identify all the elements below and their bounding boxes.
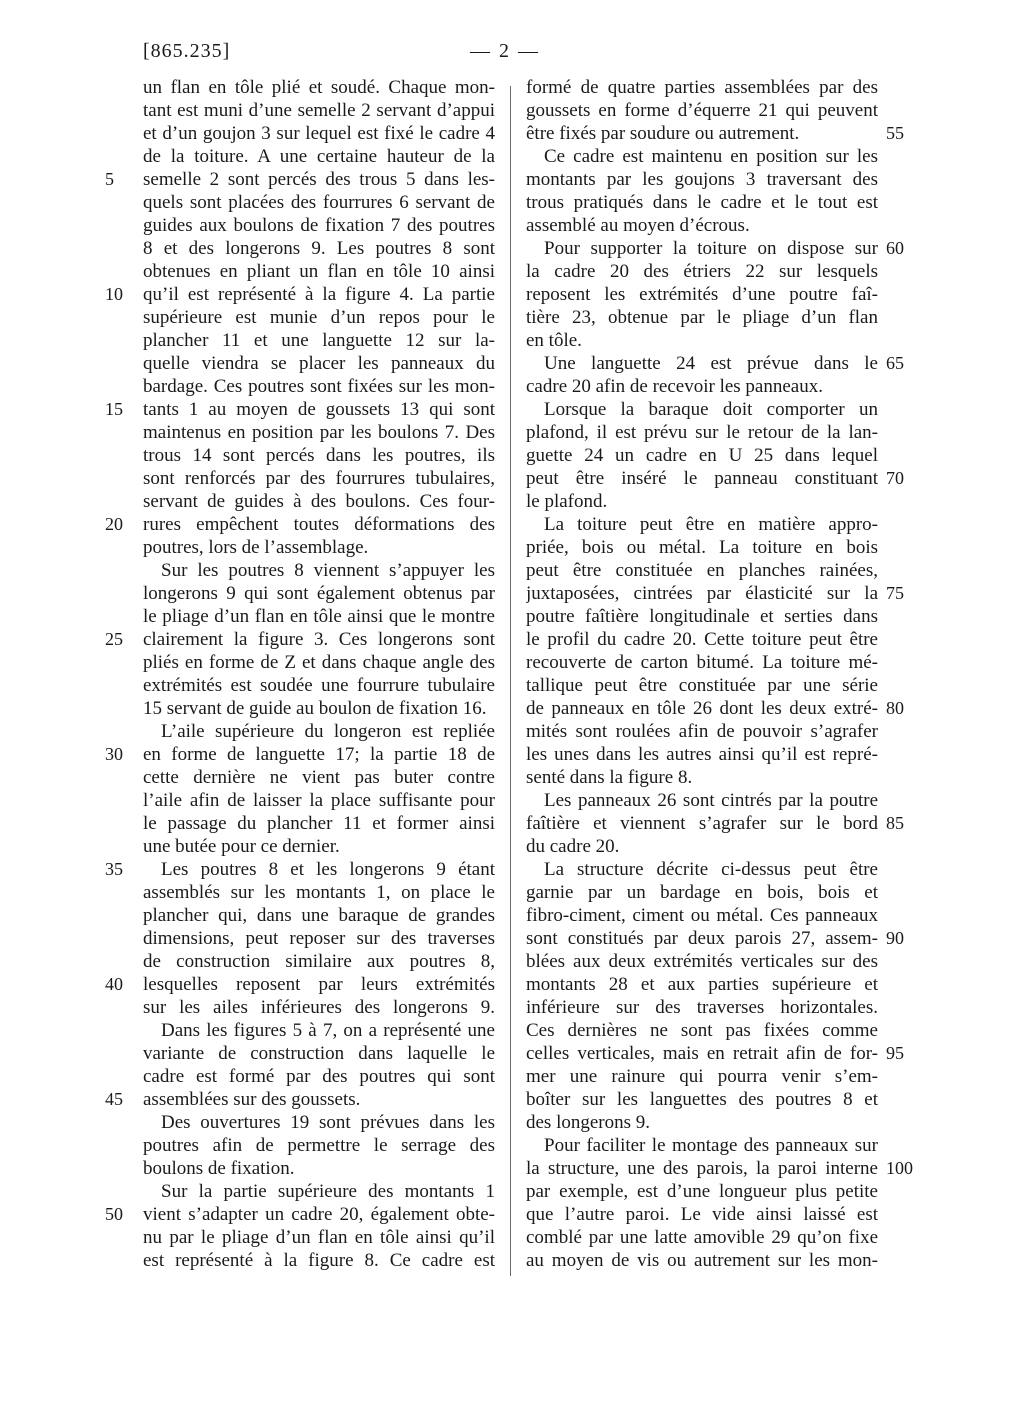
text-line-content: poutres, lors de l’assemblage. (143, 537, 369, 558)
text-line-content: assemblés sur les montants 1, on place le (143, 882, 495, 903)
text-line-content: comblé par une latte amovible 29 qu’on fixe (526, 1227, 878, 1248)
text-line-content: des longerons 9. (526, 1112, 651, 1133)
text-line-content: blées aux deux extrémités verticales sur des (526, 951, 878, 972)
text-line-content: trous pratiqués dans le cadre et le tout est (526, 192, 878, 213)
text-line-content: 8 et des longerons 9. Les poutres 8 sont (143, 238, 495, 259)
text-line-content: de la toiture. A une certaine hauteur de la (143, 146, 495, 167)
text-line-content: Sur les poutres 8 viennent s’appuyer les (161, 560, 495, 581)
text-line-content: boulons de fixation. (143, 1158, 295, 1179)
text-line (143, 812, 495, 835)
text-line-content: peut être constituée en planches rainées, (526, 560, 878, 581)
line-number: 90 (886, 928, 904, 948)
text-line-content: variante de construction dans laquelle le (143, 1043, 495, 1064)
text-line (143, 1249, 495, 1272)
line-number: 15 (105, 399, 123, 419)
text-line-content: la cadre 20 des étriers 22 sur lesquels (526, 261, 878, 282)
text-line (526, 674, 878, 697)
text-line (526, 122, 878, 145)
text-line-content: lesquelles reposent par leurs extrémités (143, 974, 495, 995)
text-line (526, 1226, 878, 1249)
text-line (526, 858, 878, 881)
text-line-content: formé de quatre parties assemblées par des (526, 77, 878, 98)
text-line (526, 467, 878, 490)
text-line-content: Dans les figures 5 à 7, on a représenté une (161, 1020, 495, 1041)
text-line (143, 1134, 495, 1157)
text-line (143, 467, 495, 490)
text-line (526, 628, 878, 651)
line-number: 100 (886, 1158, 913, 1178)
page-number: — 2 — (470, 40, 540, 62)
line-number: 75 (886, 583, 904, 603)
text-line-content: inférieure sur des traverses horizontales. (526, 997, 878, 1018)
text-line-content: fibro-ciment, ciment ou métal. Ces panneaux (526, 905, 878, 926)
text-line-content: longerons 9 qui sont également obtenus par (143, 583, 495, 604)
text-line (526, 1203, 878, 1226)
text-line (143, 628, 495, 651)
line-number: 80 (886, 698, 904, 718)
text-line (143, 559, 495, 582)
text-line (143, 1065, 495, 1088)
text-line-content: juxtaposées, cintrées par élasticité sur la (526, 583, 878, 604)
text-line (143, 743, 495, 766)
text-line-content: en forme de languette 17; la partie 18 de (143, 744, 495, 765)
text-line (143, 398, 495, 421)
text-line (526, 214, 878, 237)
text-line-content: pliés en forme de Z et dans chaque angle des (143, 652, 495, 673)
text-line-content: une butée pour ce dernier. (143, 836, 340, 857)
text-line (526, 559, 878, 582)
text-line (526, 513, 878, 536)
text-line (526, 582, 878, 605)
line-number: 20 (105, 514, 123, 534)
text-line (526, 306, 878, 329)
line-number: 60 (886, 238, 904, 258)
text-line-content: La structure décrite ci-dessus peut être (544, 859, 878, 880)
text-line-content: Des ouvertures 19 sont prévues dans les (161, 1112, 495, 1133)
text-line (143, 927, 495, 950)
text-line-content: priée, bois ou métal. La toiture en bois (526, 537, 878, 558)
text-line-content: guides aux boulons de fixation 7 des poutres (143, 215, 495, 236)
text-line-content: semelle 2 sont percés des trous 5 dans les- (143, 169, 495, 190)
text-line (526, 260, 878, 283)
line-number: 35 (105, 859, 123, 879)
text-line-content: et d’un goujon 3 sur lequel est fixé le cadre 4 (143, 123, 495, 144)
text-line (143, 582, 495, 605)
text-line (526, 605, 878, 628)
text-line-content: les unes dans les autres ainsi qu’il est repré- (526, 744, 878, 765)
text-line-content: Pour faciliter le montage des panneaux sur (544, 1135, 878, 1156)
text-line (526, 996, 878, 1019)
line-number: 45 (105, 1089, 123, 1109)
text-line-content: montants par les goujons 3 traversant des (526, 169, 878, 190)
text-line (526, 881, 878, 904)
line-number: 50 (105, 1204, 123, 1224)
text-line-content: plancher qui, dans une baraque de grandes (143, 905, 495, 926)
text-line (526, 237, 878, 260)
text-line (143, 490, 495, 513)
text-line-content: mités sont roulées afin de pouvoir s’agrafer (526, 721, 878, 742)
text-line (526, 490, 878, 513)
line-number: 25 (105, 629, 123, 649)
text-line (143, 122, 495, 145)
text-line (143, 697, 495, 720)
text-line (143, 1042, 495, 1065)
text-line (526, 812, 878, 835)
text-line-content: servant de guides à des boulons. Ces four- (143, 491, 495, 512)
text-line (526, 651, 878, 674)
text-line (526, 536, 878, 559)
text-line (526, 720, 878, 743)
text-line-content: cadre 20 afin de recevoir les panneaux. (526, 376, 823, 397)
text-line (526, 421, 878, 444)
text-line (526, 1157, 878, 1180)
text-line-content: poutres afin de permettre le serrage des (143, 1135, 495, 1156)
text-line-content: le pliage d’un flan en tôle ainsi que le montre (143, 606, 495, 627)
text-line (143, 99, 495, 122)
text-line (143, 1180, 495, 1203)
text-line (526, 1180, 878, 1203)
text-line (143, 1088, 495, 1111)
right-text-column (526, 76, 878, 1272)
text-line (143, 835, 495, 858)
text-line-content: poutre faîtière longitudinale et serties dans (526, 606, 878, 627)
text-line (526, 697, 878, 720)
text-line (526, 766, 878, 789)
text-line (143, 651, 495, 674)
text-line (526, 352, 878, 375)
text-line (143, 421, 495, 444)
text-line (143, 76, 495, 99)
text-line-content: en tôle. (526, 330, 582, 351)
text-line (143, 191, 495, 214)
text-line (143, 306, 495, 329)
text-line-content: obtenues en pliant un flan en tôle 10 ainsi (143, 261, 495, 282)
text-line-content: le profil du cadre 20. Cette toiture peut être (526, 629, 878, 650)
text-line-content: le plafond. (526, 491, 608, 512)
text-line-content: la structure, une des parois, la paroi interne (526, 1158, 878, 1179)
text-line-content: tants 1 au moyen de goussets 13 qui sont (143, 399, 495, 420)
left-text-column (143, 76, 495, 1272)
text-line (526, 1088, 878, 1111)
text-line-content: boîter sur les languettes des poutres 8 et (526, 1089, 878, 1110)
text-line (143, 605, 495, 628)
text-line (526, 444, 878, 467)
text-line (143, 444, 495, 467)
line-number: 95 (886, 1043, 904, 1063)
text-line-content: plafond, il est prévu sur le retour de la lan- (526, 422, 878, 443)
text-line-content: par exemple, est d’une longueur plus petite (526, 1181, 878, 1202)
text-line-content: que l’autre paroi. Le vide ainsi laissé est (526, 1204, 878, 1225)
text-line (143, 329, 495, 352)
text-line (526, 1111, 878, 1134)
text-line-content: de panneaux en tôle 26 dont les deux extré- (526, 698, 878, 719)
text-line-content: faîtière et viennent s’agrafer sur le bord (526, 813, 878, 834)
text-line-content: La toiture peut être en matière appro- (544, 514, 878, 535)
text-line (143, 674, 495, 697)
text-line-content: Les panneaux 26 sont cintrés par la poutre (544, 790, 878, 811)
text-line-content: tière 23, obtenue par le pliage d’un flan (526, 307, 878, 328)
text-line-content: Pour supporter la toiture on dispose sur (544, 238, 878, 259)
text-line-content: vient s’adapter un cadre 20, également obte- (143, 1204, 495, 1225)
text-line-content: cette dernière ne vient pas buter contre (143, 767, 495, 788)
text-line-content: quels sont placées des fourrures 6 servant de (143, 192, 495, 213)
line-number: 30 (105, 744, 123, 764)
text-line-content: recouverte de carton bitumé. La toiture mé- (526, 652, 878, 673)
text-line-content: senté dans la figure 8. (526, 767, 693, 788)
text-line-content: Lorsque la baraque doit comporter un (544, 399, 878, 420)
text-line-content: qu’il est représenté à la figure 4. La partie (143, 284, 495, 305)
text-line (143, 720, 495, 743)
text-line (526, 191, 878, 214)
text-line-content: l’aile afin de laisser la place suffisante pour (143, 790, 495, 811)
line-number: 55 (886, 123, 904, 143)
text-line-content: un flan en tôle plié et soudé. Chaque mon- (143, 77, 495, 98)
text-line-content: cadre est formé par des poutres qui sont (143, 1066, 495, 1087)
text-line (143, 283, 495, 306)
text-line (143, 766, 495, 789)
text-line (526, 743, 878, 766)
text-line-content: sur les ailes inférieures des longerons 9. (143, 997, 495, 1018)
text-line-content: clairement la figure 3. Ces longerons sont (143, 629, 495, 650)
text-line (526, 375, 878, 398)
text-line-content: rures empêchent toutes déformations des (143, 514, 495, 535)
text-line-content: bardage. Ces poutres sont fixées sur les mon- (143, 376, 495, 397)
text-line (143, 168, 495, 191)
text-line (526, 789, 878, 812)
text-line (143, 214, 495, 237)
text-line (143, 145, 495, 168)
text-line-content: Une languette 24 est prévue dans le (544, 353, 878, 374)
text-line-content: tallique peut être constituée par une série (526, 675, 878, 696)
text-line (526, 1065, 878, 1088)
text-line (143, 1019, 495, 1042)
text-line (143, 1111, 495, 1134)
text-line (143, 1226, 495, 1249)
text-line-content: au moyen de vis ou autrement sur les mon- (526, 1250, 878, 1271)
text-line-content: Ce cadre est maintenu en position sur les (544, 146, 878, 167)
text-line-content: sont constitués par deux parois 27, assem- (526, 928, 878, 949)
text-line-content: assemblées sur des goussets. (143, 1089, 361, 1110)
text-line-content: être fixés par soudure ou autrement. (526, 123, 800, 144)
text-line-content: est représenté à la figure 8. Ce cadre est (143, 1250, 495, 1271)
text-line-content: 15 servant de guide au boulon de fixation 16. (143, 698, 487, 719)
text-line-content: montants 28 et aux parties supérieure et (526, 974, 878, 995)
text-line-content: Ces dernières ne sont pas fixées comme (526, 1020, 878, 1041)
text-line-content: du cadre 20. (526, 836, 620, 857)
text-line (143, 536, 495, 559)
text-line (143, 881, 495, 904)
text-line-content: goussets en forme d’équerre 21 qui peuvent (526, 100, 878, 121)
text-line (526, 398, 878, 421)
text-line (143, 950, 495, 973)
text-line (143, 237, 495, 260)
text-line (526, 76, 878, 99)
text-line-content: nu par le pliage d’un flan en tôle ainsi qu’il (143, 1227, 495, 1248)
text-line-content: reposent les extrémités d’une poutre faî- (526, 284, 878, 305)
text-line (526, 1042, 878, 1065)
text-line (526, 950, 878, 973)
line-number: 65 (886, 353, 904, 373)
text-line (143, 973, 495, 996)
text-line (526, 329, 878, 352)
text-line (526, 168, 878, 191)
text-line-content: supérieure est munie d’un repos pour le (143, 307, 495, 328)
text-line (526, 145, 878, 168)
text-line-content: de construction similaire aux poutres 8, (143, 951, 495, 972)
text-line-content: tant est muni d’une semelle 2 servant d’appui (143, 100, 495, 121)
text-line-content: quelle viendra se placer les panneaux du (143, 353, 495, 374)
text-line (143, 789, 495, 812)
text-line-content: extrémités est soudée une fourrure tubulaire (143, 675, 495, 696)
line-number: 70 (886, 468, 904, 488)
text-line (143, 375, 495, 398)
text-line-content: celles verticales, mais en retrait afin de for- (526, 1043, 878, 1064)
text-line-content: peut être inséré le panneau constituant (526, 468, 878, 489)
text-line (526, 1134, 878, 1157)
text-line (526, 973, 878, 996)
text-line-content: mer une rainure qui pourra venir s’em- (526, 1066, 878, 1087)
text-line (526, 1019, 878, 1042)
text-line-content: trous 14 sont percés dans les poutres, ils (143, 445, 495, 466)
text-line (526, 283, 878, 306)
text-line (143, 260, 495, 283)
text-line (143, 858, 495, 881)
line-number: 85 (886, 813, 904, 833)
text-line (143, 352, 495, 375)
text-line (143, 1157, 495, 1180)
text-line (526, 1249, 878, 1272)
text-line (526, 904, 878, 927)
text-line (143, 904, 495, 927)
text-line (143, 1203, 495, 1226)
line-number: 5 (105, 169, 114, 189)
text-line-content: Sur la partie supérieure des montants 1 (161, 1181, 495, 1202)
text-line-content: maintenus en position par les boulons 7. Des (143, 422, 495, 443)
patent-number: [865.235] (143, 40, 231, 62)
text-line-content: Les poutres 8 et les longerons 9 étant (161, 859, 495, 880)
text-line-content: L’aile supérieure du longeron est repliée (161, 721, 495, 742)
text-line (526, 99, 878, 122)
text-line-content: sont renforcés par des fourrures tubulaires, (143, 468, 495, 489)
text-line (526, 927, 878, 950)
line-number: 40 (105, 974, 123, 994)
text-line-content: assemblé au moyen d’écrous. (526, 215, 750, 236)
line-number: 10 (105, 284, 123, 304)
text-line (526, 835, 878, 858)
text-line-content: guette 24 un cadre en U 25 dans lequel (526, 445, 878, 466)
text-line-content: garnie par un bardage en bois, bois et (526, 882, 878, 903)
text-line-content: le passage du plancher 11 et former ainsi (143, 813, 495, 834)
text-line-content: dimensions, peut reposer sur des traverses (143, 928, 495, 949)
text-line (143, 513, 495, 536)
text-line (143, 996, 495, 1019)
text-line-content: plancher 11 et une languette 12 sur la- (143, 330, 495, 351)
column-divider (510, 86, 511, 1276)
